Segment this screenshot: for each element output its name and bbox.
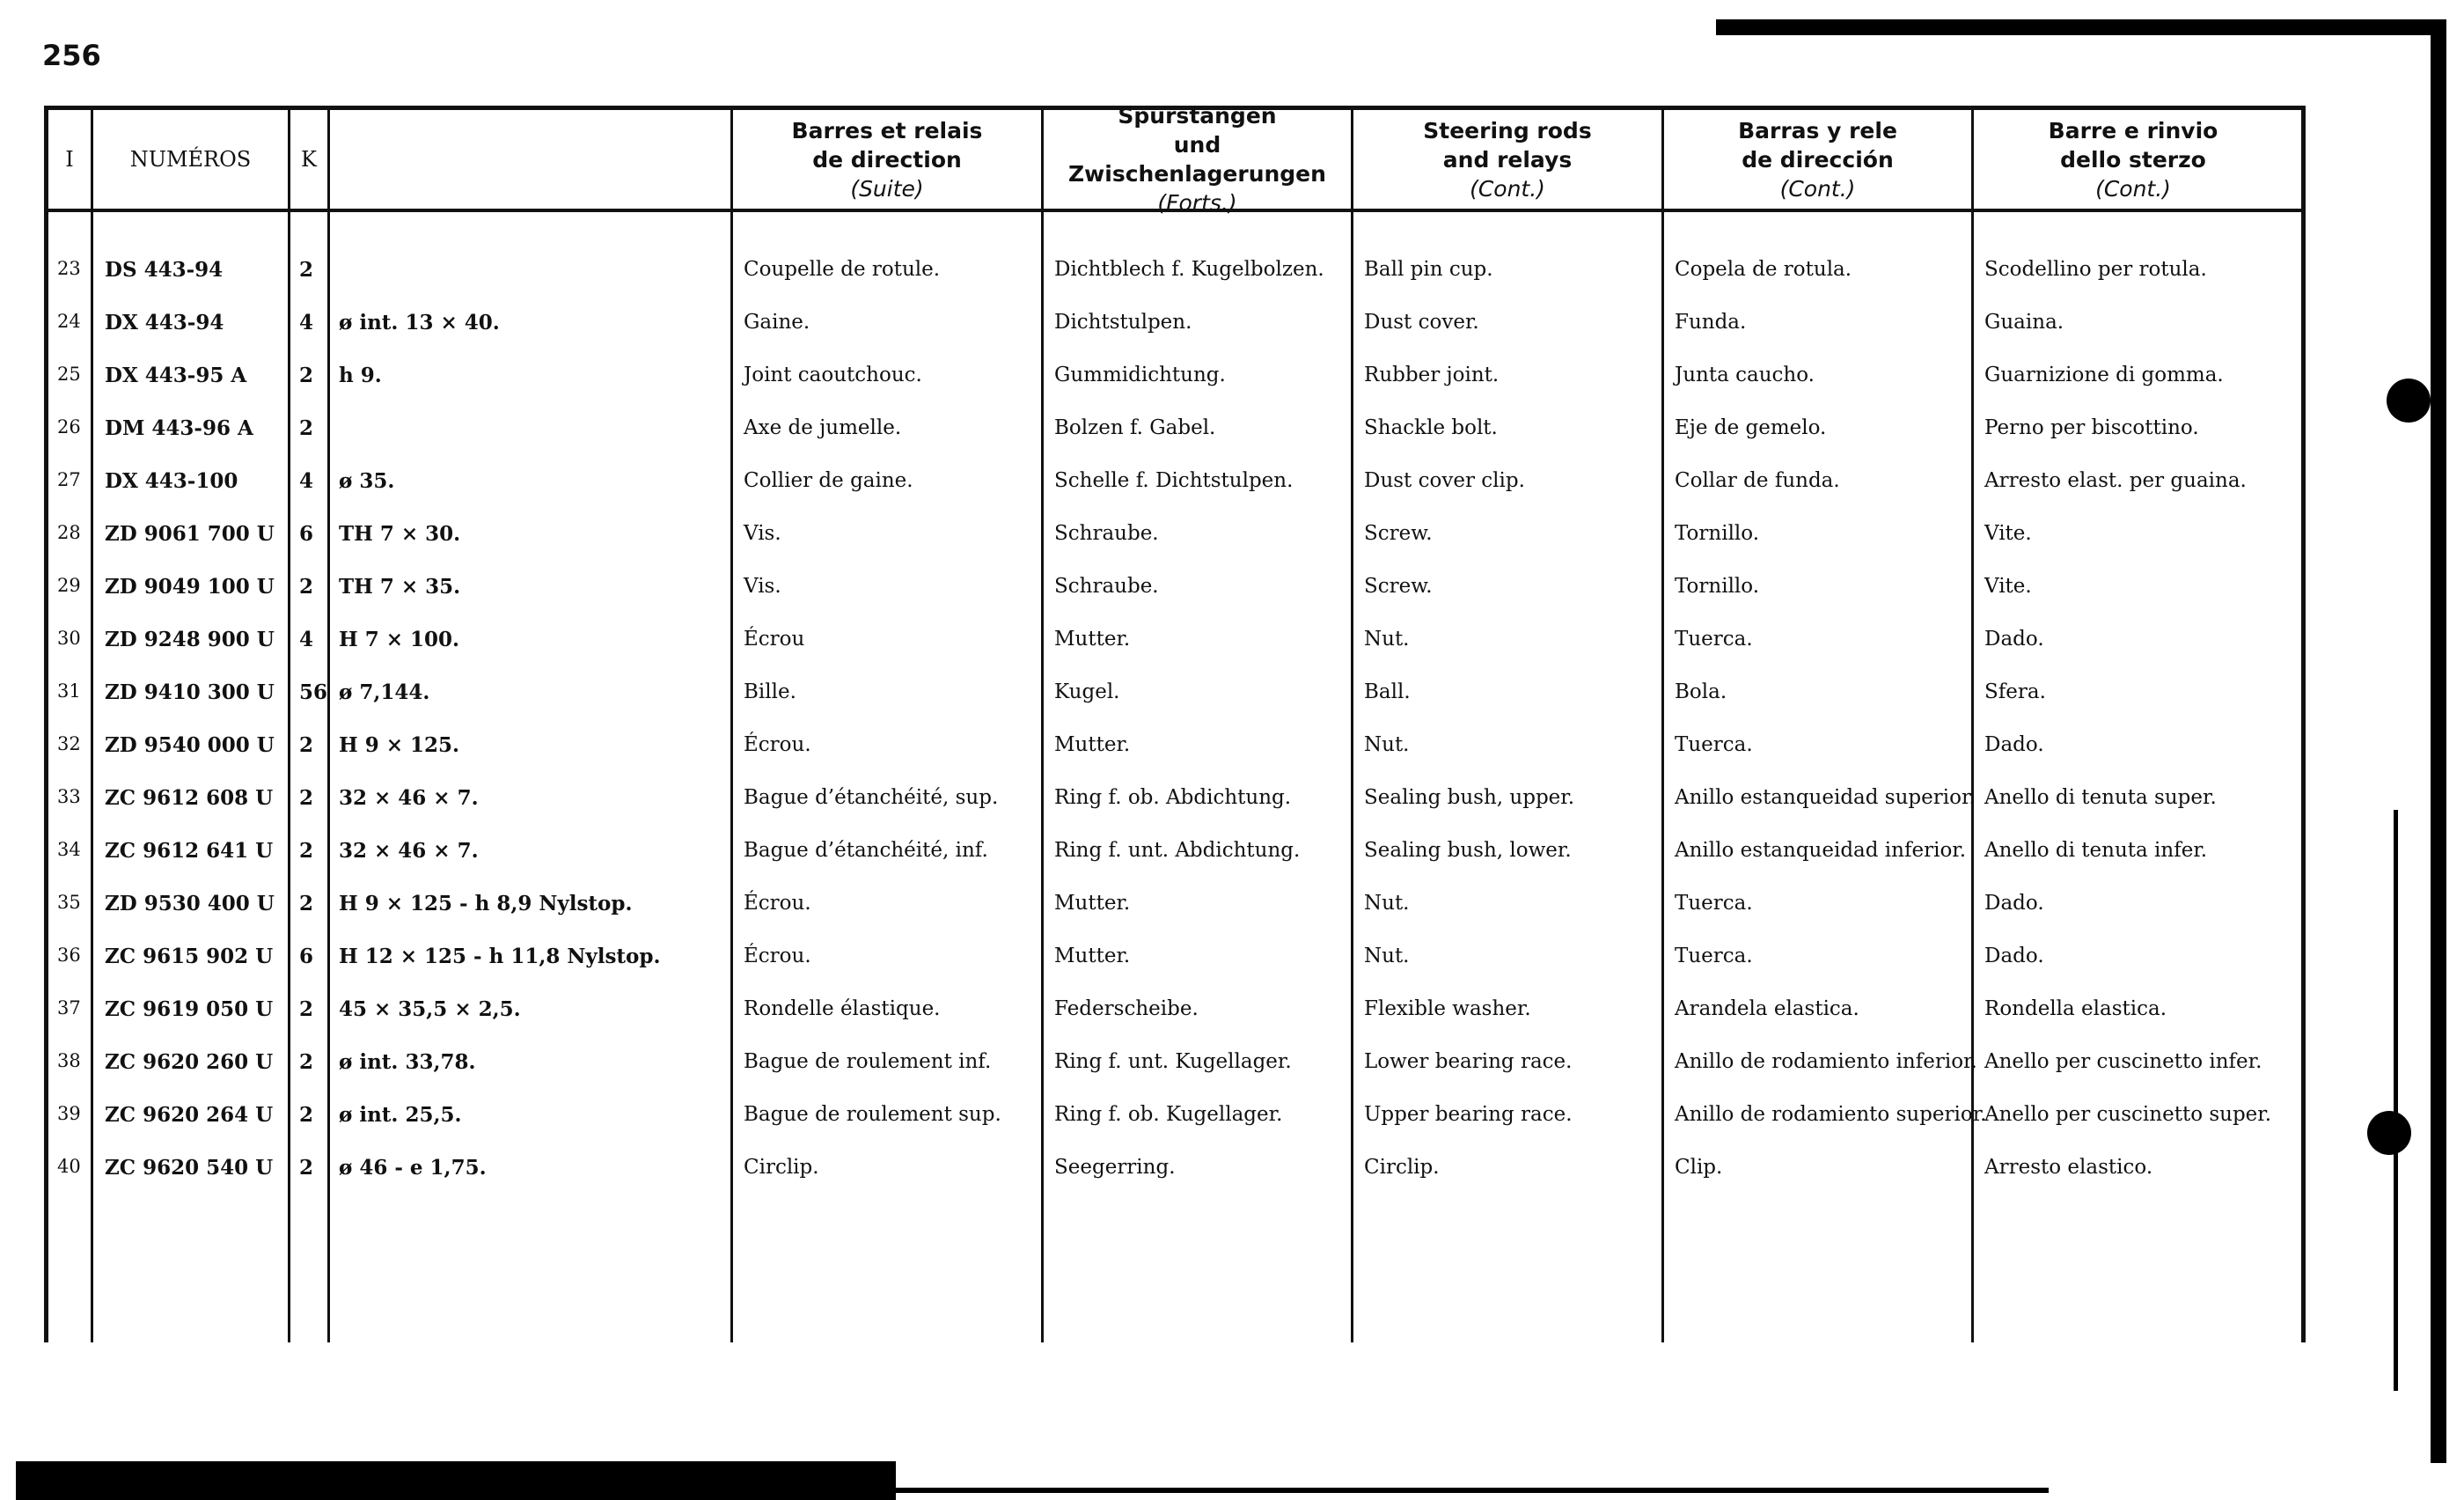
row-desc-it: Anello per cuscinetto infer. [1984, 1050, 2262, 1073]
row-desc-de: Ring f. ob. Abdichtung. [1054, 786, 1292, 809]
row-desc-es: Tornillo. [1675, 522, 1760, 545]
row-desc-it: Dado. [1984, 892, 2044, 915]
row-part-number: ZC 9620 260 U [105, 1050, 274, 1074]
row-desc-es: Anillo de rodamiento superior. [1675, 1103, 1987, 1126]
row-desc-fr: Gaine. [744, 311, 810, 334]
row-desc-en: Nut. [1364, 892, 1410, 915]
row-desc-en: Flexible washer. [1364, 997, 1531, 1020]
row-index: 29 [57, 575, 81, 596]
row-quantity: 2 [299, 733, 314, 757]
header-german-line1: Spurstangen [1118, 103, 1277, 129]
row-quantity: 2 [299, 258, 314, 282]
row-part-number: ZD 9540 000 U [105, 733, 275, 757]
row-quantity: 2 [299, 364, 314, 387]
row-desc-de: Schelle f. Dichtstulpen. [1054, 469, 1294, 492]
row-part-number: DX 443-94 [105, 311, 224, 335]
row-index: 32 [57, 733, 81, 754]
column-divider [1351, 110, 1353, 1342]
header-german-sub: (Forts.) [1157, 190, 1237, 216]
row-index: 25 [57, 364, 81, 385]
punch-hole-mark-upper [2387, 379, 2431, 423]
row-desc-it: Anello per cuscinetto super. [1984, 1103, 2272, 1126]
row-desc-en: Circlip. [1364, 1156, 1440, 1179]
row-part-number: DX 443-95 A [105, 364, 247, 387]
row-desc-es: Tuerca. [1675, 892, 1753, 915]
row-desc-it: Guaina. [1984, 311, 2064, 334]
row-desc-en: Sealing bush, lower. [1364, 839, 1572, 862]
row-desc-es: Funda. [1675, 311, 1747, 334]
row-desc-es: Clip. [1675, 1156, 1723, 1179]
punch-hole-mark-lower [2367, 1111, 2411, 1155]
row-desc-it: Dado. [1984, 945, 2044, 967]
row-part-number: DS 443-94 [105, 258, 224, 282]
row-desc-fr: Bague de roulement sup. [744, 1103, 1001, 1126]
row-quantity: 2 [299, 892, 314, 915]
row-desc-en: Nut. [1364, 733, 1410, 756]
header-k: K [301, 147, 317, 172]
row-desc-fr: Axe de jumelle. [744, 416, 902, 439]
row-index: 35 [57, 892, 81, 913]
right-border-bar [2431, 19, 2446, 1463]
row-desc-de: Schraube. [1054, 522, 1159, 545]
row-desc-de: Ring f. unt. Abdichtung. [1054, 839, 1301, 862]
row-desc-en: Lower bearing race. [1364, 1050, 1573, 1073]
row-desc-fr: Bille. [744, 680, 796, 703]
row-spec: H 9 × 125 - h 8,9 Nylstop. [339, 892, 633, 915]
row-part-number: ZD 9049 100 U [105, 575, 275, 599]
row-index: 37 [57, 997, 81, 1018]
row-index: 26 [57, 416, 81, 438]
row-index: 23 [57, 258, 81, 279]
row-spec: ø int. 13 × 40. [339, 311, 500, 335]
row-desc-en: Shackle bolt. [1364, 416, 1498, 439]
row-spec: 32 × 46 × 7. [339, 786, 479, 810]
header-italian-line2: dello sterzo [2060, 146, 2206, 173]
row-desc-en: Rubber joint. [1364, 364, 1500, 386]
row-part-number: ZD 9061 700 U [105, 522, 275, 546]
row-part-number: ZC 9620 264 U [105, 1103, 274, 1127]
row-desc-fr: Écrou. [744, 945, 811, 967]
row-desc-es: Tuerca. [1675, 733, 1753, 756]
row-desc-es: Tornillo. [1675, 575, 1760, 598]
row-desc-de: Mutter. [1054, 733, 1131, 756]
row-desc-it: Sfera. [1984, 680, 2046, 703]
row-spec: H 12 × 125 - h 11,8 Nylstop. [339, 945, 661, 968]
header-index: I [65, 147, 74, 172]
page-number: 256 [42, 39, 101, 72]
row-spec: 45 × 35,5 × 2,5. [339, 997, 521, 1021]
header-spanish-line2: de dirección [1742, 146, 1894, 173]
row-desc-de: Mutter. [1054, 892, 1131, 915]
row-desc-en: Nut. [1364, 945, 1410, 967]
row-spec: ø int. 25,5. [339, 1103, 462, 1127]
header-german [1044, 103, 1351, 216]
row-desc-en: Screw. [1364, 575, 1433, 598]
row-desc-fr: Écrou. [744, 733, 811, 756]
row-quantity: 4 [299, 628, 314, 651]
row-index: 34 [57, 839, 81, 860]
row-desc-es: Anillo de rodamiento inferior. [1675, 1050, 1977, 1073]
row-quantity: 2 [299, 1103, 314, 1127]
row-desc-es: Arandela elastica. [1675, 997, 1859, 1020]
row-part-number: ZD 9530 400 U [105, 892, 275, 915]
row-desc-fr: Joint caoutchouc. [744, 364, 922, 386]
row-desc-de: Bolzen f. Gabel. [1054, 416, 1216, 439]
row-desc-it: Arresto elastico. [1984, 1156, 2153, 1179]
row-index: 40 [57, 1156, 81, 1177]
row-desc-en: Dust cover clip. [1364, 469, 1525, 492]
row-desc-de: Kugel. [1054, 680, 1120, 703]
row-spec: TH 7 × 30. [339, 522, 461, 546]
row-desc-fr: Bague d’étanchéité, sup. [744, 786, 999, 809]
header-italian-line1: Barre e rinvio [2048, 117, 2218, 143]
row-desc-it: Anello di tenuta infer. [1984, 839, 2208, 862]
header-english [1353, 110, 1661, 209]
header-french-line1: Barres et relais [791, 117, 983, 143]
row-quantity: 6 [299, 945, 314, 968]
row-desc-de: Dichtstulpen. [1054, 311, 1192, 334]
row-desc-fr: Bague de roulement inf. [744, 1050, 992, 1073]
header-spanish-sub: (Cont.) [1779, 175, 1856, 202]
row-desc-de: Federscheibe. [1054, 997, 1199, 1020]
header-italian-sub: (Cont.) [2095, 175, 2171, 202]
row-desc-it: Rondella elastica. [1984, 997, 2167, 1020]
row-desc-es: Copela de rotula. [1675, 258, 1852, 281]
row-index: 24 [57, 311, 81, 332]
row-desc-it: Perno per biscottino. [1984, 416, 2199, 439]
row-desc-en: Nut. [1364, 628, 1410, 651]
column-divider [288, 110, 290, 1342]
header-french-sub: (Suite) [850, 175, 924, 202]
row-index: 31 [57, 680, 81, 702]
row-desc-it: Dado. [1984, 733, 2044, 756]
row-quantity: 2 [299, 575, 314, 599]
column-divider [1971, 110, 1974, 1342]
row-part-number: ZC 9620 540 U [105, 1156, 274, 1180]
row-spec: ø 46 - e 1,75. [339, 1156, 487, 1180]
row-desc-it: Vite. [1984, 575, 2032, 598]
row-desc-es: Tuerca. [1675, 628, 1753, 651]
row-spec: TH 7 × 35. [339, 575, 461, 599]
row-index: 30 [57, 628, 81, 649]
header-spanish-line1: Barras y rele [1738, 117, 1897, 143]
row-desc-de: Schraube. [1054, 575, 1159, 598]
row-desc-de: Mutter. [1054, 945, 1131, 967]
header-french-line2: de direction [812, 146, 962, 173]
row-desc-de: Dichtblech f. Kugelbolzen. [1054, 258, 1324, 281]
header-spanish [1664, 110, 1971, 209]
column-divider [1661, 110, 1664, 1342]
row-quantity: 2 [299, 786, 314, 810]
row-part-number: ZD 9248 900 U [105, 628, 275, 651]
row-part-number: ZC 9612 608 U [105, 786, 274, 810]
row-desc-de: Mutter. [1054, 628, 1131, 651]
row-desc-de: Seegerring. [1054, 1156, 1176, 1179]
row-quantity: 6 [299, 522, 314, 546]
row-desc-es: Bola. [1675, 680, 1727, 703]
row-index: 39 [57, 1103, 81, 1124]
row-index: 38 [57, 1050, 81, 1071]
header-german-line2: und Zwischenlagerungen [1068, 132, 1326, 187]
row-desc-es: Anillo estanqueidad inferior. [1675, 839, 1967, 862]
top-border-bar [1716, 19, 2446, 35]
row-index: 28 [57, 522, 81, 543]
row-spec: H 7 × 100. [339, 628, 460, 651]
row-spec: ø 7,144. [339, 680, 430, 704]
row-desc-en: Screw. [1364, 522, 1433, 545]
row-desc-fr: Coupelle de rotule. [744, 258, 941, 281]
row-desc-it: Scodellino per rotula. [1984, 258, 2207, 281]
parts-table [44, 103, 2306, 1342]
row-desc-en: Dust cover. [1364, 311, 1479, 334]
header-italian [1974, 110, 2292, 209]
bottom-thin-rule [896, 1488, 2049, 1493]
row-spec: H 9 × 125. [339, 733, 460, 757]
row-spec: 32 × 46 × 7. [339, 839, 479, 863]
row-quantity: 4 [299, 311, 314, 335]
row-quantity: 2 [299, 416, 314, 440]
header-numeros: NUMÉROS [129, 147, 252, 172]
column-divider [327, 110, 330, 1342]
column-divider [91, 110, 93, 1342]
row-desc-en: Upper bearing race. [1364, 1103, 1573, 1126]
row-desc-it: Anello di tenuta super. [1984, 786, 2217, 809]
row-quantity: 2 [299, 839, 314, 863]
row-spec: ø int. 33,78. [339, 1050, 476, 1074]
row-desc-de: Gummidichtung. [1054, 364, 1226, 386]
row-part-number: ZC 9619 050 U [105, 997, 274, 1021]
column-divider [730, 110, 733, 1342]
header-english-line2: and relays [1442, 146, 1573, 173]
row-desc-de: Ring f. ob. Kugellager. [1054, 1103, 1283, 1126]
row-quantity: 2 [299, 997, 314, 1021]
row-desc-it: Arresto elast. per guaina. [1984, 469, 2247, 492]
row-part-number: ZC 9615 902 U [105, 945, 274, 968]
row-desc-en: Ball pin cup. [1364, 258, 1493, 281]
row-desc-fr: Bague d’étanchéité, inf. [744, 839, 988, 862]
row-desc-es: Junta caucho. [1675, 364, 1815, 386]
row-desc-es: Collar de funda. [1675, 469, 1840, 492]
row-desc-de: Ring f. unt. Kugellager. [1054, 1050, 1292, 1073]
row-quantity: 4 [299, 469, 314, 493]
row-desc-fr: Collier de gaine. [744, 469, 913, 492]
row-part-number: DM 443-96 A [105, 416, 253, 440]
row-desc-fr: Écrou [744, 628, 805, 651]
row-part-number: DX 443-100 [105, 469, 238, 493]
column-divider [1041, 110, 1044, 1342]
row-desc-en: Ball. [1364, 680, 1411, 703]
row-desc-it: Dado. [1984, 628, 2044, 651]
right-inner-rule [2394, 810, 2398, 1391]
row-spec: h 9. [339, 364, 382, 387]
row-desc-fr: Écrou. [744, 892, 811, 915]
row-desc-fr: Circlip. [744, 1156, 819, 1179]
row-desc-es: Anillo estanqueidad superior. [1675, 786, 1976, 809]
bottom-border-bar [16, 1461, 896, 1500]
row-index: 27 [57, 469, 81, 490]
row-quantity: 56 [299, 680, 328, 704]
row-desc-fr: Vis. [744, 575, 781, 598]
row-index: 36 [57, 945, 81, 966]
row-index: 33 [57, 786, 81, 807]
row-desc-it: Vite. [1984, 522, 2032, 545]
row-desc-en: Sealing bush, upper. [1364, 786, 1575, 809]
row-quantity: 2 [299, 1050, 314, 1074]
header-english-line1: Steering rods [1423, 117, 1592, 143]
row-desc-fr: Vis. [744, 522, 781, 545]
row-spec: ø 35. [339, 469, 395, 493]
header-french [733, 110, 1041, 209]
row-part-number: ZD 9410 300 U [105, 680, 275, 704]
row-quantity: 2 [299, 1156, 314, 1180]
row-desc-fr: Rondelle élastique. [744, 997, 941, 1020]
header-english-sub: (Cont.) [1470, 175, 1545, 202]
row-desc-it: Guarnizione di gomma. [1984, 364, 2224, 386]
row-desc-es: Eje de gemelo. [1675, 416, 1827, 439]
row-part-number: ZC 9612 641 U [105, 839, 274, 863]
row-desc-es: Tuerca. [1675, 945, 1753, 967]
